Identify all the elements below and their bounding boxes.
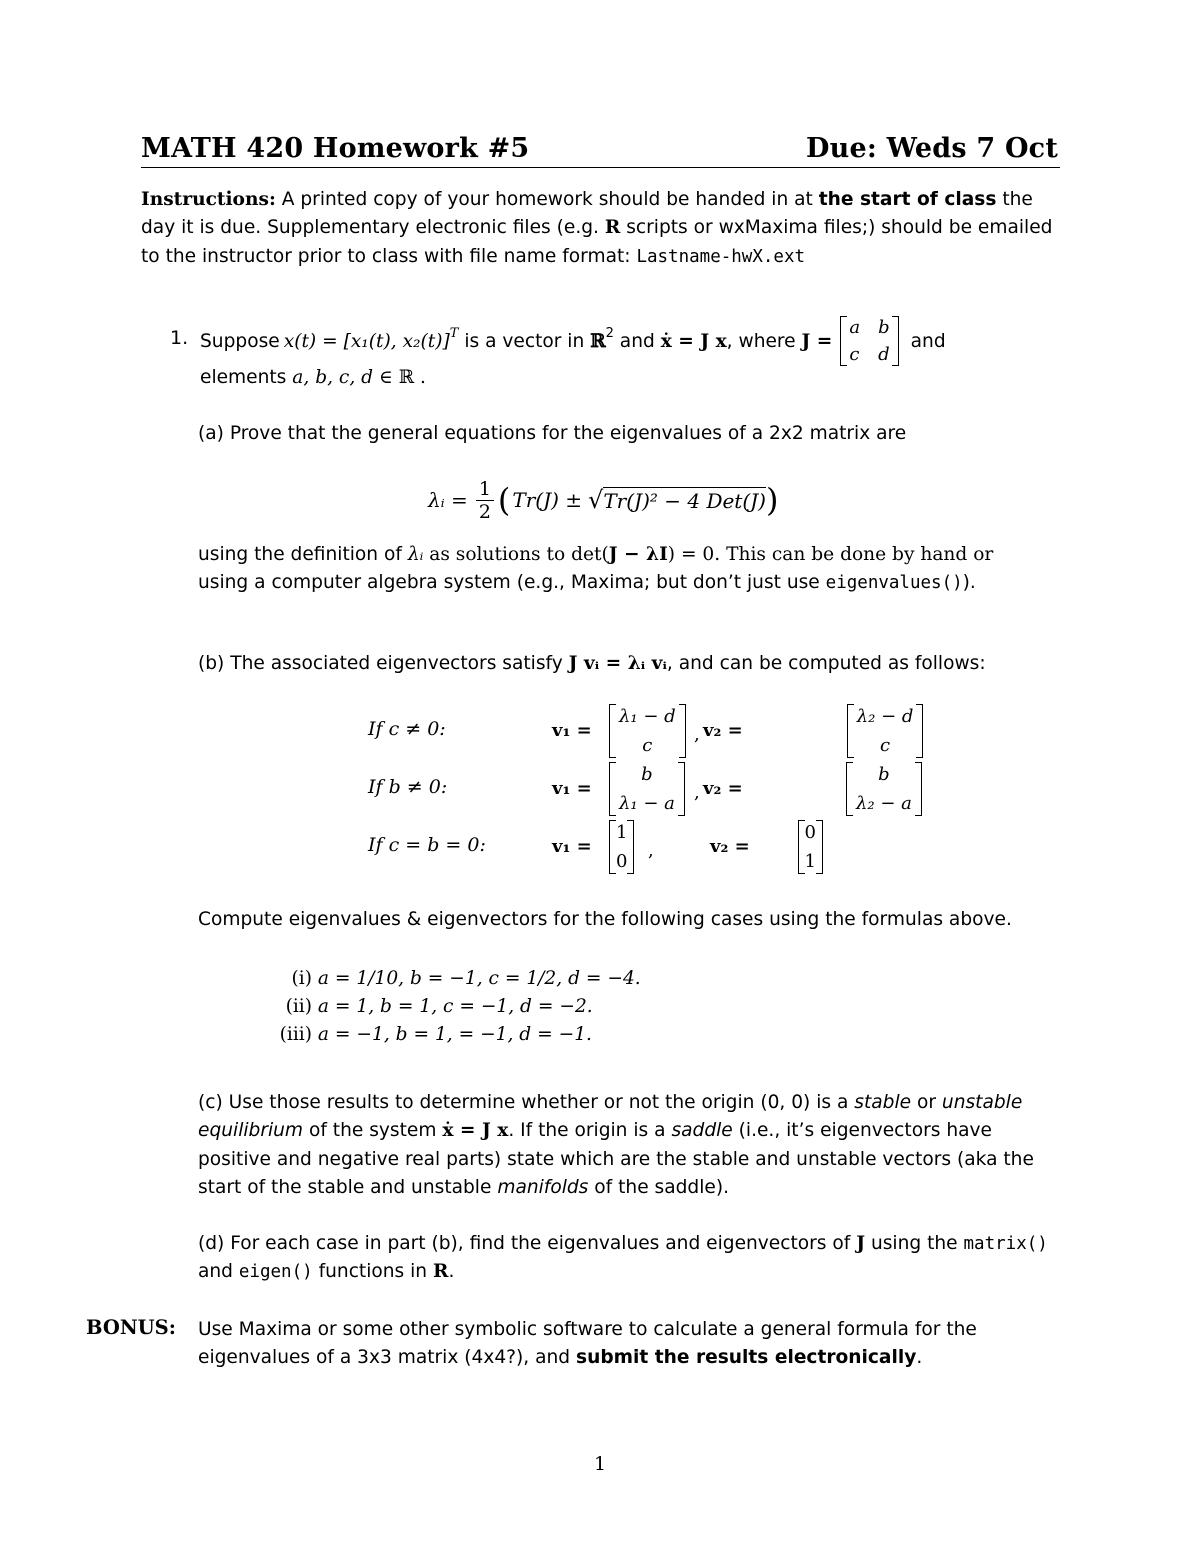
bonus-text: Use Maxima or some other symbolic software to calculate a general formula for the eigenvalues of a 3x3 matrix (4x4?), and submit the results electronically. — [198, 1319, 977, 1369]
part-a-after-line2: using a computer algebra system (e.g., Maxima; but don’t just use eigenvalues()). — [198, 572, 976, 593]
fraction-one-half: $\frac{1}{2}$ — [476, 478, 494, 523]
cases-list — [272, 965, 641, 1049]
case-c-nonzero: If c ≠ 0: v₁ = λ₁ − d c , v₂ = λ₂ − d c — [368, 702, 868, 762]
problem-1-elements: elements a, b, c, d ∈ ℝ . — [200, 367, 426, 388]
page-number: 1 — [594, 1453, 607, 1475]
instructions-label: Instructions: — [141, 189, 276, 210]
list-item: (iii) a = −1, b = 1, = −1, d = −1. — [279, 1024, 592, 1045]
header-rule — [141, 167, 1060, 168]
part-c: (c) Use those results to determine whether or not the origin (0, 0) is a stable or unstable equilibrium of the system ẋ = J x. If the origin is a saddle (i.e., it’s eigenvectors have positive and negative real parts) state which are the stable and unstable vectors (aka the start of the stable and unstable manifolds of the saddle). — [198, 1092, 1034, 1199]
instructions: Instructions: A printed copy of your homework should be handed in at the start of class the day it is due. Supplementary electronic files (e.g. R scripts or wxMaxima files;) should be emailed to the instructor prior to class with file name format: Lastname-hwX.ext — [141, 189, 1053, 267]
problem-1-intro: Suppose x(t) = [x₁(t), x₂(t)] $^T$ is a vector in ℝ $^2$ and ẋ = J x , where J = a b c d and — [200, 308, 946, 374]
vector-v1: b λ₁ − a — [609, 760, 685, 818]
filename-format: Lastname-hwX.ext — [636, 246, 806, 267]
part-a-text: (a) Prove that the general equations for the eigenvalues of a 2x2 matrix are — [198, 423, 907, 444]
vector-v1: λ₁ − d c — [609, 702, 686, 760]
problem-number: 1. — [170, 327, 189, 349]
compute-instruction: Compute eigenvalues & eigenvectors for the following cases using the formulas above. — [198, 909, 1012, 930]
vector-v1: 1 0 — [609, 818, 634, 876]
list-item: (i) a = 1/10, b = −1, c = 1/2, d = −4. — [291, 968, 641, 989]
page-title: MATH 420 Homework #5 — [141, 133, 530, 164]
vector-v2: b λ₂ − a — [846, 760, 922, 818]
J-matrix: a b c d — [840, 314, 898, 368]
case-b-nonzero: If b ≠ 0: v₁ = b λ₁ − a , v₂ = b λ₂ − a — [368, 760, 868, 820]
vector-v2: λ₂ − d c — [847, 702, 924, 760]
case-both-zero: If c = b = 0: v₁ = 1 0 , v₂ = 0 1 — [368, 818, 868, 878]
part-d: (d) For each case in part (b), find the eigenvalues and eigenvectors of J using the matrix() and eigen() functions in R. — [198, 1233, 1048, 1283]
part-a-after-line1: using the definition of λᵢ as solutions to det(J − λI) = 0. This can be done by hand or — [198, 544, 994, 565]
instructions-emphasis: the start of class — [818, 189, 997, 210]
vector-v2: 0 1 — [798, 818, 823, 876]
due-date: Due: Weds 7 Oct — [806, 133, 1058, 164]
part-b-text: (b) The associated eigenvectors satisfy J vᵢ = λᵢ vᵢ, and can be computed as follows: — [198, 653, 986, 674]
list-item: (ii) a = 1, b = 1, c = −1, d = −2. — [285, 996, 593, 1017]
bonus-label: BONUS: — [86, 1316, 176, 1339]
eigenvalue-formula: λᵢ = $\frac{1}{2}$ ( Tr(J) ± √ Tr(J)² − 4 Det(J) ) — [428, 477, 779, 523]
